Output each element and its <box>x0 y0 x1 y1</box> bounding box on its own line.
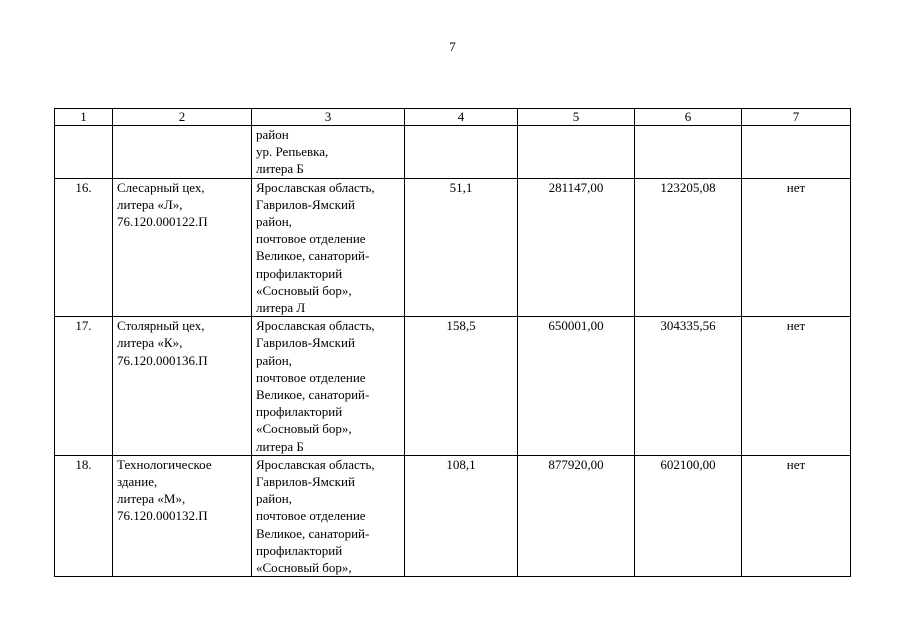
row-number: 17. <box>55 317 113 456</box>
object-name <box>113 178 252 317</box>
address-line: профилакторий <box>256 404 343 420</box>
header-cell: 7 <box>742 109 851 126</box>
row-number: 18. <box>55 455 113 576</box>
name-line: литера «Л», <box>117 196 183 212</box>
address-line: профилакторий <box>256 265 343 281</box>
property-table <box>54 108 851 577</box>
col7-cell: нет <box>742 455 851 576</box>
address-line: Гаврилов-Ямский <box>256 474 355 490</box>
page-number: 7 <box>449 39 456 54</box>
address-line: литера Б <box>256 438 304 454</box>
address-line: литера Б <box>256 161 304 177</box>
object-name <box>113 317 252 456</box>
address-line: «Сосновый бор», <box>256 282 352 298</box>
continuation-row <box>55 126 851 179</box>
col7-cell: нет <box>742 178 851 317</box>
name-line: 76.120.000122.П <box>117 214 208 230</box>
address-line: литера Л <box>256 300 306 316</box>
address-line: район, <box>256 214 292 230</box>
address-line: «Сосновый бор», <box>256 560 352 576</box>
address-line: Великое, санаторий- <box>256 525 370 541</box>
object-address <box>252 178 405 317</box>
address-line: район, <box>256 352 292 368</box>
value6-cell: 602100,00 <box>635 455 742 576</box>
address-line: Великое, санаторий- <box>256 387 370 403</box>
name-line: литера «К», <box>117 335 183 351</box>
row-number <box>55 126 113 179</box>
area-cell: 51,1 <box>405 178 518 317</box>
table-row <box>55 317 851 456</box>
address-line: ур. Репьевка, <box>256 144 329 160</box>
header-cell: 1 <box>55 109 113 126</box>
value5-cell <box>518 126 635 179</box>
name-line: 76.120.000132.П <box>117 508 208 524</box>
value5-cell: 877920,00 <box>518 455 635 576</box>
table-row <box>55 178 851 317</box>
object-address <box>252 317 405 456</box>
address-line: район, <box>256 491 292 507</box>
col7-cell <box>742 126 851 179</box>
header-row <box>55 109 851 126</box>
header-cell: 2 <box>113 109 252 126</box>
address-line: Гаврилов-Ямский <box>256 335 355 351</box>
object-name <box>113 455 252 576</box>
object-address <box>252 455 405 576</box>
value5-cell: 281147,00 <box>518 178 635 317</box>
name-line: Технологическое <box>117 456 212 472</box>
address-line: Великое, санаторий- <box>256 248 370 264</box>
area-cell: 108,1 <box>405 455 518 576</box>
address-line: «Сосновый бор», <box>256 421 352 437</box>
object-name <box>113 126 252 179</box>
name-line: здание, <box>117 474 158 490</box>
address-line: почтовое отделение <box>256 369 366 385</box>
name-line: Столярный цех, <box>117 318 205 334</box>
address-line: Ярославская область, <box>256 318 375 334</box>
address-line: почтовое отделение <box>256 231 366 247</box>
address-line: профилакторий <box>256 542 343 558</box>
address-line: Ярославская область, <box>256 456 375 472</box>
value5-cell: 650001,00 <box>518 317 635 456</box>
header-cell: 3 <box>252 109 405 126</box>
address-line: Гаврилов-Ямский <box>256 196 355 212</box>
value6-cell: 123205,08 <box>635 178 742 317</box>
name-line: 76.120.000136.П <box>117 352 208 368</box>
object-address <box>252 126 405 179</box>
row-number: 16. <box>55 178 113 317</box>
header-cell: 6 <box>635 109 742 126</box>
table-row <box>55 455 851 576</box>
col7-cell: нет <box>742 317 851 456</box>
value6-cell: 304335,56 <box>635 317 742 456</box>
name-line: Слесарный цех, <box>117 179 205 195</box>
header-cell: 4 <box>405 109 518 126</box>
address-line: почтовое отделение <box>256 508 366 524</box>
address-line: район <box>256 127 289 142</box>
area-cell: 158,5 <box>405 317 518 456</box>
value6-cell <box>635 126 742 179</box>
header-cell: 5 <box>518 109 635 126</box>
name-line: литера «М», <box>117 491 186 507</box>
area-cell <box>405 126 518 179</box>
address-line: Ярославская область, <box>256 179 375 195</box>
